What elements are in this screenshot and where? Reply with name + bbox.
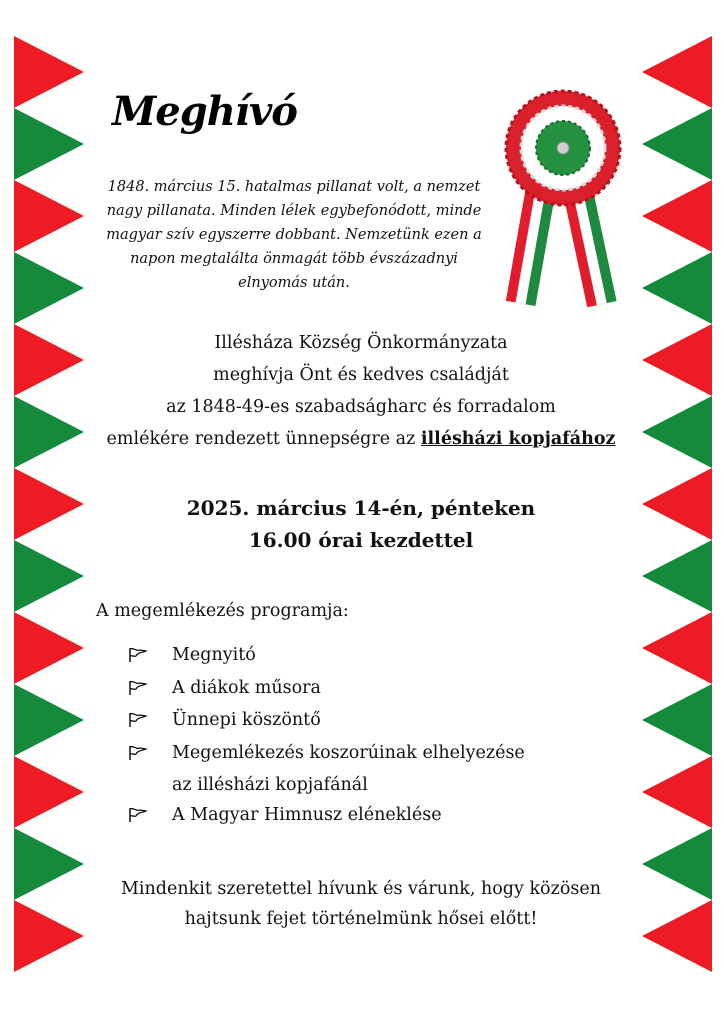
pennant-triangle xyxy=(14,468,84,540)
closing-line: Mindenkit szeretettel hívunk és várunk, hogy közösen xyxy=(121,879,601,899)
flag-bullet-icon xyxy=(128,739,172,772)
pennant-triangle xyxy=(642,540,712,612)
intro-text xyxy=(90,175,498,295)
program-title: A megemlékezés programja: xyxy=(96,601,349,621)
invitation-line: Illésháza Község Önkormányzata xyxy=(214,333,508,353)
intro-line: nagy pillanata. Minden lélek egybefonódott, minde xyxy=(106,203,482,219)
pennant-triangle xyxy=(14,252,84,324)
pennant-triangle xyxy=(642,468,712,540)
event-time: 16.00 órai kezdettel xyxy=(248,528,474,552)
left-flag-border xyxy=(14,0,84,1024)
event-date: 2025. március 14-én, pénteken xyxy=(186,496,536,520)
pennant-triangle xyxy=(642,828,712,900)
pennant-triangle xyxy=(14,612,84,684)
flag-bullet-icon xyxy=(128,801,172,834)
pennant-triangle xyxy=(14,36,84,108)
list-item: Megnyitó xyxy=(128,641,525,674)
pennant-triangle xyxy=(642,756,712,828)
pennant-triangle xyxy=(642,684,712,756)
list-item: Ünnepi köszöntő xyxy=(128,706,525,739)
pennant-triangle xyxy=(642,396,712,468)
pennant-triangle xyxy=(14,900,84,972)
intro-line: magyar szív egyszerre dobbant. Nemzetünk ezen a xyxy=(106,227,482,243)
list-item: A Magyar Himnusz eléneklése xyxy=(128,801,525,834)
right-flag-border xyxy=(642,0,712,1024)
invitation-line-prefix: emlékére rendezett ünnepségre az xyxy=(106,429,421,449)
flag-bullet-icon xyxy=(128,674,172,707)
pennant-triangle xyxy=(642,612,712,684)
pennant-triangle xyxy=(14,756,84,828)
pennant-triangle xyxy=(642,324,712,396)
pennant-triangle xyxy=(14,396,84,468)
closing-line: hajtsunk fejet történelmünk hősei előtt! xyxy=(184,909,538,929)
pennant-triangle xyxy=(642,36,712,108)
list-item: Megemlékezés koszorúinak elhelyezése xyxy=(128,739,525,772)
pennant-triangle xyxy=(14,684,84,756)
pennant-triangle xyxy=(14,828,84,900)
pennant-triangle xyxy=(14,540,84,612)
invitation-line: az 1848-49-es szabadságharc és forradalom xyxy=(166,397,556,417)
list-item-continuation: az illésházi kopjafánál xyxy=(172,775,368,795)
pennant-triangle xyxy=(642,900,712,972)
flag-bullet-icon xyxy=(128,706,172,739)
pennant-triangle xyxy=(14,324,84,396)
program-list xyxy=(128,641,525,833)
pennant-triangle xyxy=(14,108,84,180)
flag-bullet-icon xyxy=(128,641,172,674)
invitation-line: meghívja Önt és kedves családját xyxy=(213,365,509,385)
page-title: Meghívó xyxy=(112,88,297,135)
intro-line: napon megtalálta önmagát több évszázadnyi xyxy=(130,251,458,267)
intro-line: 1848. március 15. hatalmas pillanat volt, a nemzet xyxy=(107,179,481,195)
invitation-text xyxy=(80,327,642,455)
closing-text xyxy=(80,874,642,934)
cockade-image xyxy=(498,88,628,318)
invitation-line xyxy=(80,423,642,455)
list-item: A diákok műsora xyxy=(128,674,525,707)
pennant-triangle xyxy=(642,108,712,180)
event-datetime xyxy=(80,492,642,556)
pennant-triangle xyxy=(642,252,712,324)
venue-name: illésházi kopjafához xyxy=(420,429,616,449)
pennant-triangle xyxy=(642,180,712,252)
intro-line: elnyomás után. xyxy=(238,275,350,291)
pennant-triangle xyxy=(14,180,84,252)
